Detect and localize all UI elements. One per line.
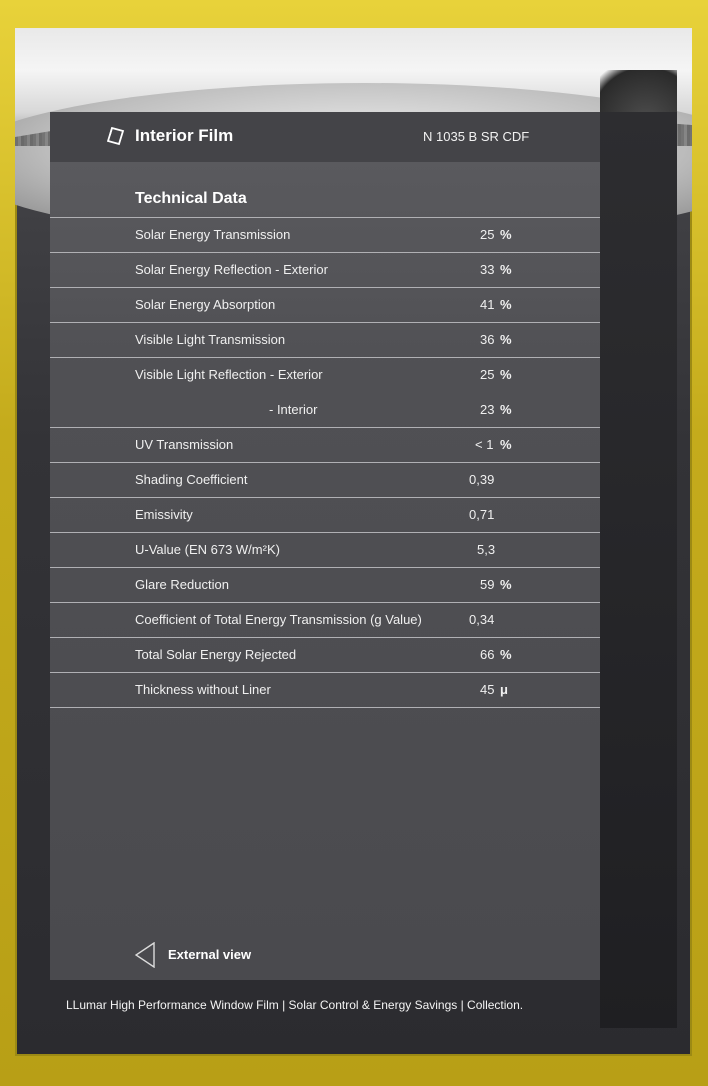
row-unit: %	[500, 437, 512, 452]
row-label: Solar Energy Reflection - Exterior	[135, 262, 328, 277]
row-value: 0,39	[469, 472, 495, 487]
table-row	[50, 637, 600, 672]
product-code: N 1035 B SR CDF	[423, 129, 530, 144]
row-value: 59	[480, 577, 495, 592]
row-unit: %	[500, 227, 512, 242]
row-label: Solar Energy Absorption	[135, 297, 276, 312]
row-value: 0,34	[469, 612, 495, 627]
technical-data-table	[50, 217, 600, 708]
row-value: 23	[480, 402, 495, 417]
row-value: 41	[480, 297, 495, 312]
row-unit: %	[500, 332, 512, 347]
table-row	[50, 532, 600, 567]
technical-data-card	[50, 112, 600, 980]
row-label: UV Transmission	[135, 437, 234, 452]
card-header	[50, 112, 600, 162]
table-row	[50, 427, 600, 462]
row-label: U-Value (EN 673 W/m²K)	[135, 542, 280, 557]
row-unit: %	[500, 647, 512, 662]
table-row	[50, 322, 600, 357]
table-row	[50, 287, 600, 322]
table-row	[50, 392, 600, 427]
row-label: Glare Reduction	[135, 577, 229, 592]
row-unit: %	[500, 577, 512, 592]
row-unit: μ	[500, 682, 508, 697]
dark-side-panel	[600, 112, 677, 1028]
row-label: - Interior	[269, 402, 318, 417]
header-title: Interior Film	[135, 126, 234, 145]
table-row	[50, 217, 600, 252]
table-row	[50, 252, 600, 287]
row-value: 36	[480, 332, 495, 347]
film-icon	[107, 127, 125, 147]
table-row	[50, 602, 600, 637]
row-value: 25	[480, 367, 495, 382]
row-label: Emissivity	[135, 507, 193, 522]
row-label: Visible Light Transmission	[135, 332, 286, 347]
row-unit: %	[500, 402, 512, 417]
row-label: Total Solar Energy Rejected	[135, 647, 297, 662]
triangle-left-icon	[135, 942, 155, 968]
table-row	[50, 357, 600, 392]
row-value: 45	[480, 682, 495, 697]
row-label: Shading Coefficient	[135, 472, 248, 487]
external-view-label: External view	[168, 947, 252, 962]
row-unit: %	[500, 367, 512, 382]
row-label: Coefficient of Total Energy Transmission (g Value)	[135, 612, 422, 627]
row-value: 25	[480, 227, 495, 242]
table-row	[50, 462, 600, 497]
table-row	[50, 672, 600, 708]
row-unit: %	[500, 297, 512, 312]
row-value: 33	[480, 262, 495, 277]
table-row	[50, 497, 600, 532]
row-value: 66	[480, 647, 495, 662]
footer-text: LLumar High Performance Window Film | Solar Control & Energy Savings | Collection.	[66, 998, 524, 1012]
row-value: < 1	[475, 437, 494, 452]
row-label: Solar Energy Transmission	[135, 227, 291, 242]
row-value: 0,71	[469, 507, 495, 522]
table-row	[50, 567, 600, 602]
section-title: Technical Data	[135, 190, 247, 207]
row-label: Visible Light Reflection - Exterior	[135, 367, 323, 382]
row-label: Thickness without Liner	[135, 682, 271, 697]
row-unit: %	[500, 262, 512, 277]
row-value: 5,3	[477, 542, 496, 557]
